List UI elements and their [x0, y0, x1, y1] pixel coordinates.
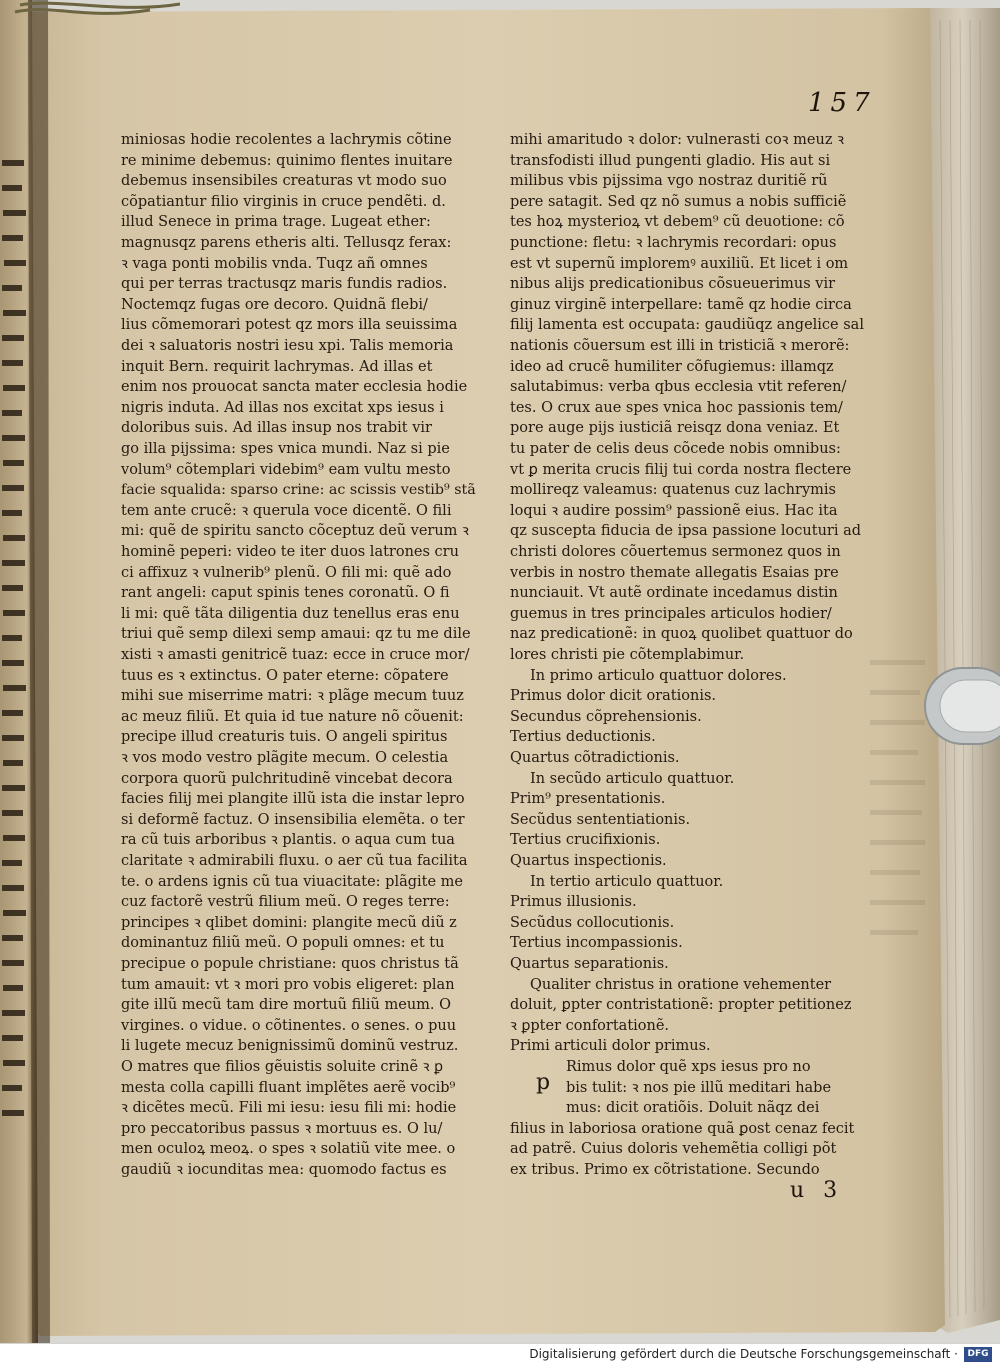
text-line: mus: dicit oratiõis. Doluit nãqz dei: [566, 1100, 820, 1117]
text-line: verbis in nostro themate allegatis Esaias pre: [510, 564, 839, 581]
text-line: ꝛ ꝑpter confortationẽ.: [510, 1017, 670, 1034]
text-line: magnusqz parens etheris alti. Tellusqz ferax:: [121, 235, 452, 251]
text-line: gite illũ mecũ tam dire mortuũ filiũ meum. O: [121, 997, 452, 1014]
text-line: qz suscepta fiducia de ipsa passione locuturi ad: [510, 523, 862, 540]
text-line: milibus vbis pijssima vgo nostraz duritiẽ rũ: [510, 173, 828, 190]
text-line: ex tribus. Primo ex cõtristatione. Secundo: [510, 1162, 820, 1178]
text-line: tu pater de celis deus cõcede nobis omnibus:: [510, 441, 841, 457]
text-line: volum⁹ cõtemplari videbim⁹ eam vultu mesto: [121, 461, 451, 478]
section-heading: In primo articulo quattuor dolores.: [530, 667, 787, 684]
section-heading: In tertio articulo quattuor.: [530, 873, 724, 890]
footer-bar: [0, 1343, 1000, 1366]
text-line: corpora quorũ pulchritudinẽ vincebat decora: [121, 770, 453, 787]
text-line: inquit Bern. requirit lachrymas. Ad illas et: [121, 358, 433, 375]
text-line: si deformẽ factuz. O insensibilia elemẽta. o ter: [121, 811, 465, 828]
text-line: guemus in tres principales articulos hodier/: [510, 605, 832, 622]
text-line: doloribus suis. Ad illas insup nos trabit vir: [121, 420, 432, 437]
text-line: est vt supernũ imploremꝰ auxiliũ. Et licet i om: [510, 255, 849, 272]
text-line: ꝛ dicẽtes mecũ. Fili mi iesu: iesu fili mi: hodie: [121, 1100, 457, 1117]
text-line: miniosas hodie recolentes a lachrymis cõtine: [121, 132, 452, 148]
text-line: salutabimus: verba qbus ecclesia vtit referen/: [510, 379, 847, 396]
text-line: naz predicationẽ: in quoꝝ quolibet quattuor do: [510, 626, 853, 643]
text-line: virgines. o vidue. o cõtinentes. o senes. o puu: [121, 1017, 457, 1034]
text-line: precipue o popule christiane: quos christus tã: [121, 956, 459, 972]
text-line: Qualiter christus in oratione vehementer: [530, 976, 832, 993]
text-line: nunciauit. Vt autẽ ordinate incedamus distin: [510, 585, 838, 602]
text-line: mihi sue miserrime matri: ꝛ plãge mecum tuuz: [121, 688, 464, 705]
text-line: punctione: fletu: ꝛ lachrymis recordari: opus: [510, 235, 837, 251]
text-line: filius in laboriosa oratione quã ꝑost cenaz fecit: [510, 1120, 855, 1137]
paper-clip: [925, 668, 1000, 744]
text-line: debemus insensibiles creaturas vt modo suo: [121, 173, 447, 190]
text-line: hominẽ peperi: video te iter duos latrones cru: [121, 544, 459, 560]
text-line: principes ꝛ qlibet domini: plangite mecũ diũ z: [121, 914, 457, 931]
text-line: mihi amaritudo ꝛ dolor: vulnerasti coꝛ meuz ꝛ: [510, 132, 844, 148]
text-line: ꝛ vos modo vestro plãgite mecum. O celestia: [121, 750, 449, 766]
footer-credit: Digitalisierung gefördert durch die Deutsche Forschungsgemeinschaft ·: [529, 1347, 958, 1361]
text-line: men oculoꝝ meoꝝ. o spes ꝛ solatiũ vite mee. o: [121, 1141, 456, 1158]
list-item: Quartus separationis.: [510, 956, 669, 972]
text-line: loqui ꝛ audire possim⁹ passionẽ eius. Hac ita: [510, 502, 838, 519]
text-line: lius cõmemorari potest qz mors illa seuissima: [121, 317, 458, 334]
list-item: Primus dolor dicit orationis.: [510, 688, 717, 705]
text-line: Rimus dolor quẽ xps iesus pro no: [566, 1059, 811, 1075]
text-line: dei ꝛ saluatoris nostri iesu xpi. Talis memoria: [121, 338, 454, 354]
text-line: ginuz virginẽ interpellare: tamẽ qz hodie circa: [510, 296, 852, 313]
text-line: claritate ꝛ admirabili fluxu. o aer cũ tua facilita: [121, 853, 468, 869]
text-line: ꝛ vaga ponti mobilis vnda. Tuqz añ omnes: [121, 255, 428, 272]
dfg-logo: DFG: [964, 1347, 992, 1362]
text-line: doluit, ꝑpter contristationẽ: propter petitionez: [510, 997, 852, 1014]
page-number: 157: [808, 88, 876, 118]
list-item: Secũdus sententiationis.: [510, 811, 691, 828]
list-item: Secũdus collocutionis.: [510, 914, 675, 931]
text-line: ideo ad crucẽ humiliter cõfugiemus: illamqz: [510, 358, 834, 375]
text-line: xisti ꝛ amasti genitricẽ tuaz: ecce in cruce mor/: [121, 647, 470, 663]
section-heading: In secũdo articulo quattuor.: [530, 770, 735, 787]
text-line: mesta colla capilli fluant implẽtes aerẽ vocib⁹: [121, 1079, 456, 1096]
text-line: tum amauit: vt ꝛ mori pro vobis eligeret: plan: [121, 976, 455, 993]
initial-letter: p: [536, 1070, 551, 1095]
text-line: cuz factorẽ vestrũ filium meũ. O reges terre:: [121, 894, 450, 911]
text-line: mollireqz valeamus: quatenus cuz lachrymis: [510, 482, 836, 499]
text-line: pro peccatoribus passus ꝛ mortuus es. O lu/: [121, 1120, 443, 1137]
text-line: go illa pijssima: spes vnica mundi. Naz si pie: [121, 441, 450, 457]
text-line: facies filij mei plangite illũ ista die instar lepro: [121, 791, 465, 808]
text-line: re minime debemus: quinimo flentes inuitare: [121, 152, 453, 169]
text-line: tes. O crux aue spes vnica hoc passionis tem/: [510, 399, 843, 416]
text-line: pere satagit. Sed qz nõ sumus a nobis sufficiẽ: [510, 193, 847, 210]
text-line: tuus es ꝛ extinctus. O pater eterne: cõpatere: [121, 667, 449, 684]
text-line: facie squalida: sparso crine: ac scissis vestib⁹ stã: [121, 482, 476, 499]
list-item: Tertius incompassionis.: [510, 935, 683, 952]
list-item: Secundus cõprehensionis.: [510, 708, 702, 725]
text-line: christi dolores cõuertemus sermonez quos in: [510, 544, 841, 560]
text-line: precipe illud creaturis tuis. O angeli spiritus: [121, 729, 448, 746]
text-line: nationis cõuersum est illi in tristiciã ꝛ merorẽ:: [510, 338, 850, 354]
text-line: filij lamenta est occupata: gaudiũqz angelice sal: [510, 317, 864, 334]
text-line: gaudiũ ꝛ iocunditas mea: quomodo factus es: [121, 1162, 447, 1178]
text-line: triui quẽ semp dilexi semp amaui: qz tu me dile: [121, 626, 471, 643]
text-line: O matres que filios gẽuistis soluite crinẽ ꝛ ꝑ: [121, 1059, 444, 1075]
text-line: nibus alijs predicationibus cõsueuerimus vir: [510, 276, 836, 293]
text-line: qui per terras tractusqz maris fundis radios.: [121, 276, 448, 293]
list-item: Quartus cõtradictionis.: [510, 750, 680, 766]
text-line: Noctemqz fugas ore decoro. Quidnã flebi/: [121, 296, 428, 313]
text-line: tem ante crucẽ: ꝛ querula voce dicentẽ. O fili: [121, 502, 452, 519]
text-line: ac meuz filiũ. Et quia id tue nature nõ cõuenit:: [121, 708, 464, 725]
text-line: dominantuz filiũ meũ. O populi omnes: et tu: [121, 935, 445, 952]
text-line: illud Senece in prima trage. Lugeat ether:: [121, 214, 431, 231]
text-line: nigris induta. Ad illas nos excitat xps iesus i: [121, 399, 444, 416]
list-item: Tertius crucifixionis.: [510, 832, 661, 849]
text-line: enim nos prouocat sancta mater ecclesia hodie: [121, 379, 468, 396]
text-line: vt ꝑ merita crucis filij tui corda nostra flectere: [510, 461, 852, 478]
text-line: li mi: quẽ tãta diligentia duz tenellus eras enu: [121, 605, 460, 622]
signature-mark: u 3: [790, 1178, 844, 1203]
text-line: tes hoꝝ mysterioꝝ vt debem⁹ cũ deuotione: cõ: [510, 214, 845, 231]
section-heading: Primi articuli dolor primus.: [510, 1038, 711, 1055]
text-line: pore auge pijs iusticiã reisqz dona veniaz. Et: [510, 420, 840, 437]
text-line: ad patrẽ. Cuius doloris vehemẽtia colligi põt: [510, 1141, 837, 1158]
list-item: Quartus inspectionis.: [510, 853, 667, 869]
text-line: bis tulit: ꝛ nos pie illũ meditari habe: [566, 1079, 832, 1096]
text-line: ra cũ tuis arboribus ꝛ plantis. o aqua cum tua: [121, 832, 455, 849]
list-item: Tertius deductionis.: [510, 729, 656, 746]
text-line: te. o ardens ignis cũ tua viuacitate: plãgite me: [121, 873, 464, 890]
list-item: Primus illusionis.: [510, 894, 637, 911]
text-line: lores christi pie cõtemplabimur.: [510, 647, 745, 663]
text-line: ci affixuz ꝛ vulnerib⁹ plenũ. O fili mi: quẽ ado: [121, 564, 452, 581]
text-line: li lugete mecuz benignissimũ dominũ vestruz.: [121, 1038, 459, 1055]
list-item: Prim⁹ presentationis.: [510, 791, 666, 808]
text-line: rant angeli: caput spinis tenes coronatũ. O fi: [121, 585, 450, 602]
text-line: transfodisti illud pungenti gladio. His aut si: [510, 152, 831, 169]
text-line: cõpatiantur filio virginis in cruce pendẽti. d.: [121, 193, 446, 210]
text-line: mi: quẽ de spiritu sancto cõceptuz deũ verum ꝛ: [121, 523, 469, 540]
